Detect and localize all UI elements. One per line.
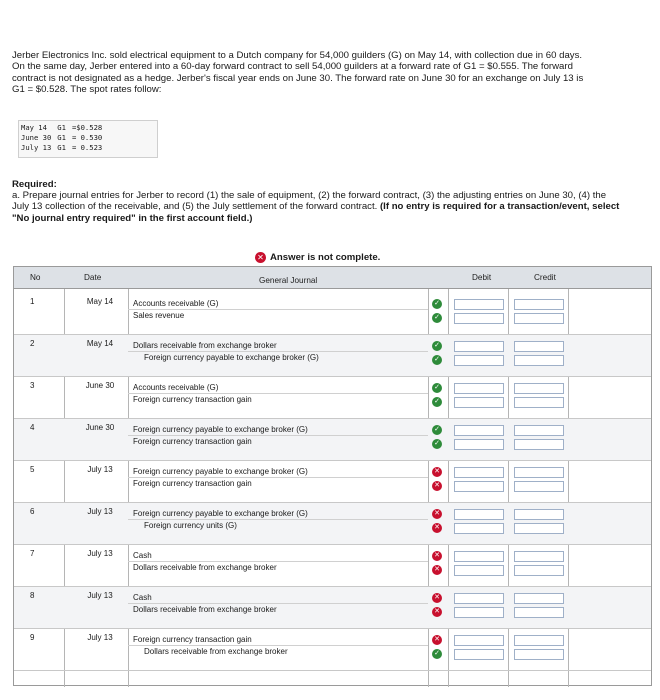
credit-input[interactable] [514, 425, 564, 436]
x-circle-icon: ✕ [432, 607, 442, 617]
debit-input[interactable] [454, 481, 504, 492]
debit-input[interactable] [454, 299, 504, 310]
debit-input[interactable] [454, 607, 504, 618]
check-circle-icon: ✓ [432, 313, 442, 323]
account-select[interactable]: Sales revenue [133, 311, 185, 320]
debit-input[interactable] [454, 397, 504, 408]
account-select[interactable]: Dollars receivable from exchange broker [133, 563, 277, 572]
header-credit: Credit [534, 273, 556, 282]
header-debit: Debit [472, 273, 492, 282]
problem-line: G1 = $0.528. The spot rates follow: [12, 84, 162, 96]
account-select[interactable]: Foreign currency transaction gain [133, 479, 252, 488]
credit-input[interactable] [514, 397, 564, 408]
problem-statement [12, 50, 622, 96]
credit-input[interactable] [514, 355, 564, 366]
required-instructions [12, 190, 622, 224]
row-divider [128, 603, 428, 604]
debit-input[interactable] [454, 649, 504, 660]
x-circle-icon: ✕ [432, 551, 442, 561]
check-circle-icon: ✓ [432, 299, 442, 309]
entry-date[interactable]: July 13 [87, 633, 113, 642]
account-select[interactable]: Foreign currency payable to exchange broker (G) [144, 353, 319, 362]
problem-line: contract is not designated as a hedge. Jerber's fiscal year ends on June 30. The forward rate on June 30 for an exchange on July 13 is [12, 72, 584, 84]
check-circle-icon: ✓ [432, 341, 442, 351]
spot-rate-date: June 30 [21, 133, 52, 142]
entry-date[interactable]: July 13 [87, 507, 113, 516]
account-select[interactable]: Dollars receivable from exchange broker [133, 341, 277, 350]
debit-input[interactable] [454, 523, 504, 534]
header-general-journal: General Journal [259, 276, 318, 285]
entry-number: 6 [30, 507, 35, 516]
account-select[interactable]: Foreign currency payable to exchange broker (G) [133, 425, 308, 434]
row-divider [128, 645, 428, 646]
credit-input[interactable] [514, 313, 564, 324]
table-row [14, 419, 651, 461]
entry-number: 2 [30, 339, 35, 348]
spot-rate-row [21, 123, 108, 133]
entry-number: 9 [30, 633, 35, 642]
credit-input[interactable] [514, 341, 564, 352]
x-circle-icon: ✕ [432, 565, 442, 575]
x-circle-icon: ✕ [432, 509, 442, 519]
check-circle-icon: ✓ [432, 425, 442, 435]
table-row [14, 503, 651, 545]
row-divider [128, 393, 428, 394]
debit-input[interactable] [454, 355, 504, 366]
debit-input[interactable] [454, 509, 504, 520]
account-select[interactable]: Foreign currency units (G) [144, 521, 237, 530]
account-select[interactable]: Cash [133, 593, 152, 602]
spot-rate-row [21, 143, 108, 153]
required-heading: Required: [12, 179, 57, 190]
x-circle-icon: ✕ [432, 467, 442, 477]
account-select[interactable]: Foreign currency transaction gain [133, 437, 252, 446]
credit-input[interactable] [514, 481, 564, 492]
required-section [12, 179, 622, 224]
credit-input[interactable] [514, 467, 564, 478]
credit-input[interactable] [514, 635, 564, 646]
table-row [14, 587, 651, 629]
debit-input[interactable] [454, 593, 504, 604]
credit-input[interactable] [514, 649, 564, 660]
spot-rate-value: = 0.530 [71, 133, 103, 142]
account-select[interactable]: Foreign currency transaction gain [133, 635, 252, 644]
entry-number: 7 [30, 549, 35, 558]
required-text: a. Prepare journal entries for Jerber to record (1) the sale of equipment, (2) the forward contract, (3) the adjusting entries on June 30, (4) the July 13 collection of the receivable, and (5) the July settlement of the forward contract. [12, 190, 607, 213]
row-divider [128, 519, 428, 520]
problem-line: On the same day, Jerber entered into a 60-day forward contract to sell 54,000 guilders at a forward rate of G1 = $0.555. The forward [12, 61, 573, 73]
debit-input[interactable] [454, 313, 504, 324]
credit-input[interactable] [514, 607, 564, 618]
table-row [14, 545, 651, 587]
credit-input[interactable] [514, 551, 564, 562]
check-circle-icon: ✓ [432, 383, 442, 393]
debit-input[interactable] [454, 383, 504, 394]
credit-input[interactable] [514, 509, 564, 520]
entry-date[interactable]: May 14 [86, 297, 114, 306]
x-circle-icon: ✕ [255, 252, 266, 263]
header-date: Date [84, 273, 102, 282]
row-divider [128, 351, 428, 352]
check-circle-icon: ✓ [432, 439, 442, 449]
answer-status-banner [255, 252, 380, 263]
spot-rate-unit: G1 [57, 143, 66, 152]
account-select[interactable]: Foreign currency payable to exchange broker (G) [133, 509, 308, 518]
header-no: No [30, 273, 41, 282]
debit-input[interactable] [454, 635, 504, 646]
debit-input[interactable] [454, 341, 504, 352]
debit-input[interactable] [454, 439, 504, 450]
spot-rates-table [18, 120, 158, 158]
entry-number: 5 [30, 465, 35, 474]
row-divider [128, 561, 428, 562]
entry-number: 3 [30, 381, 35, 390]
entry-date[interactable]: July 13 [87, 549, 113, 558]
table-row [14, 461, 651, 503]
account-select[interactable]: Dollars receivable from exchange broker [133, 605, 277, 614]
table-row [14, 335, 651, 377]
account-select[interactable]: Foreign currency payable to exchange broker (G) [133, 467, 308, 476]
spot-rate-date: May 14 [21, 123, 47, 132]
table-header [14, 267, 651, 289]
debit-input[interactable] [454, 551, 504, 562]
spot-rate-unit: G1 [57, 123, 66, 132]
credit-input[interactable] [514, 593, 564, 604]
check-circle-icon: ✓ [432, 397, 442, 407]
spot-rate-row [21, 133, 108, 143]
table-row [14, 629, 651, 671]
debit-input[interactable] [454, 565, 504, 576]
entry-date[interactable]: June 30 [85, 381, 115, 390]
credit-input[interactable] [514, 565, 564, 576]
credit-input[interactable] [514, 383, 564, 394]
row-divider [128, 435, 428, 436]
answer-status-text: Answer is not complete. [270, 252, 381, 263]
account-select[interactable]: Dollars receivable from exchange broker [144, 647, 288, 656]
check-circle-icon: ✓ [432, 355, 442, 365]
spot-rate-date: July 13 [21, 143, 52, 152]
general-journal-table [13, 266, 652, 686]
account-select[interactable]: Accounts receivable (G) [133, 383, 219, 392]
entry-number: 8 [30, 591, 35, 600]
credit-input[interactable] [514, 523, 564, 534]
x-circle-icon: ✕ [432, 593, 442, 603]
account-select[interactable]: Cash [133, 551, 152, 560]
x-circle-icon: ✕ [432, 635, 442, 645]
spot-rate-value: =$0.528 [71, 123, 103, 132]
account-select[interactable]: Accounts receivable (G) [133, 299, 219, 308]
spot-rate-unit: G1 [57, 133, 66, 142]
account-select[interactable]: Foreign currency transaction gain [133, 395, 252, 404]
check-circle-icon: ✓ [432, 649, 442, 659]
x-circle-icon: ✕ [432, 481, 442, 491]
credit-input[interactable] [514, 299, 564, 310]
entry-number: 4 [30, 423, 35, 432]
entry-date[interactable]: May 14 [86, 339, 114, 348]
x-circle-icon: ✕ [432, 523, 442, 533]
entry-date[interactable]: July 13 [87, 591, 113, 600]
problem-line: Jerber Electronics Inc. sold electrical equipment to a Dutch company for 54,000 guilders (G) on May 14, with collection due in 60 days. [12, 50, 583, 61]
debit-input[interactable] [454, 467, 504, 478]
row-divider [128, 309, 428, 310]
entry-date[interactable]: July 13 [87, 465, 113, 474]
entry-date[interactable]: June 30 [85, 423, 115, 432]
required-note: (If no entry is required for a transaction/event, select "No journal entry required" in the first account field.) [12, 201, 620, 224]
credit-input[interactable] [514, 439, 564, 450]
spot-rate-value: = 0.523 [71, 143, 103, 152]
row-divider [128, 477, 428, 478]
table-row [14, 293, 651, 335]
table-row [14, 377, 651, 419]
entry-number: 1 [30, 297, 35, 306]
debit-input[interactable] [454, 425, 504, 436]
